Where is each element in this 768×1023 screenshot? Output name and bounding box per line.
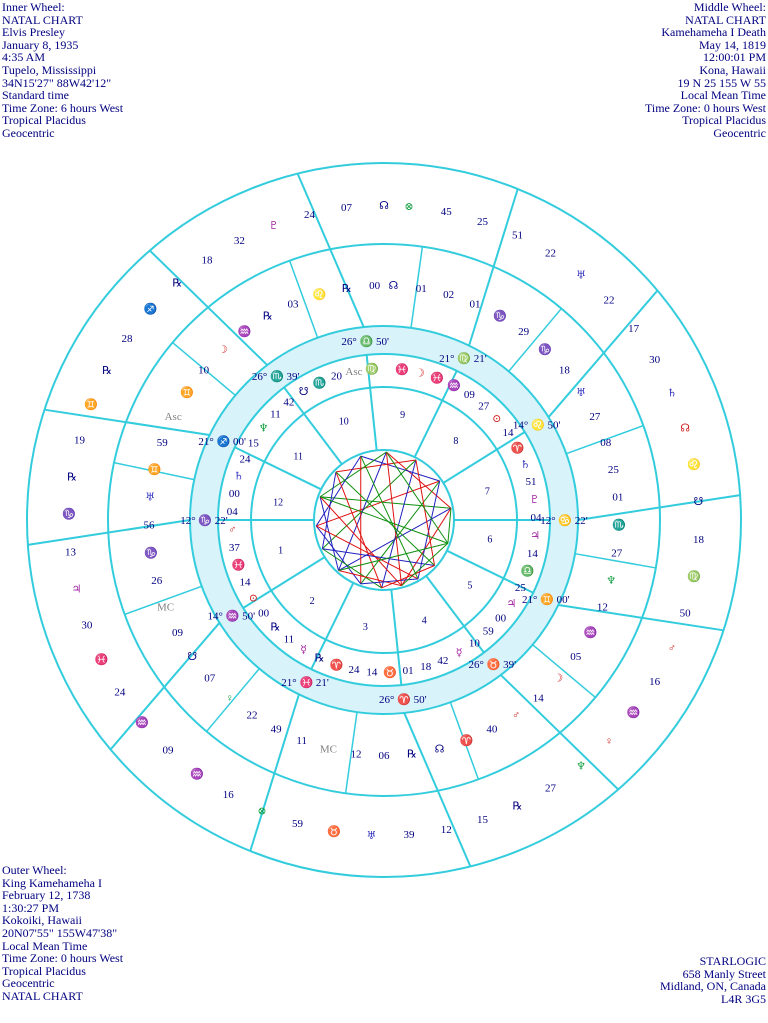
wheel-label: ♊: [84, 398, 99, 411]
house-number: 1: [278, 545, 284, 557]
wheel-label: MC: [319, 743, 338, 756]
middle-spoke: [533, 645, 596, 698]
wheel-label: 42: [283, 396, 295, 409]
wheel-label: ♂: [667, 642, 677, 655]
wheel-label: ⊙: [248, 592, 258, 605]
wheel-label: 12: [596, 601, 608, 614]
wheel-label: ℞: [102, 364, 113, 377]
wheel-label: 27: [589, 411, 601, 424]
wheel-label: ℞: [262, 310, 273, 323]
publisher-line: STARLOGIC: [699, 954, 766, 968]
house-number: 3: [362, 621, 368, 633]
wheel-label: ♏: [312, 377, 327, 390]
wheel-label: 18: [420, 661, 432, 674]
info-line: Kamehameha I Death: [661, 25, 766, 40]
cusp-label: 14° ♒ 50': [207, 610, 256, 623]
wheel-label: ☿: [455, 647, 463, 660]
wheel-label: 26: [151, 575, 163, 588]
info-line: Standard time: [2, 88, 69, 103]
wheel-label: ♅: [366, 829, 377, 842]
wheel-label: ♒: [237, 325, 252, 338]
wheel-label: ⊗: [257, 805, 267, 818]
wheel-label: 25: [514, 582, 526, 595]
cusp-label: 21° ♓ 21': [281, 676, 329, 689]
wheel-label: 00: [495, 612, 507, 625]
wheel-label: 14: [532, 692, 544, 705]
wheel-label: 24: [348, 664, 360, 677]
wheel-label: 20: [330, 370, 342, 383]
wheel-label: ☿: [300, 644, 308, 657]
wheel-label: 02: [443, 289, 455, 302]
info-line: NATAL CHART: [2, 12, 83, 27]
wheel-label: 06: [378, 750, 390, 762]
wheel-label: 16: [649, 676, 661, 689]
wheel-label: ♂: [511, 709, 521, 722]
wheel-label: ℞: [314, 652, 325, 665]
wheel-label: 24: [239, 453, 251, 466]
wheel-label: 17: [628, 322, 640, 335]
info-line: 34N15'27" 88W42'12": [2, 75, 112, 90]
info-line: Time Zone: 0 hours West: [644, 100, 766, 115]
wheel-label: ♉: [383, 666, 397, 679]
wheel-label: ♅: [145, 491, 156, 504]
cusp-label: 21° ♐ 00': [198, 436, 247, 449]
wheel-label: ♊: [147, 464, 162, 477]
wheel-label: 24: [304, 208, 316, 221]
house-number: 2: [309, 595, 315, 607]
wheel-label: 14: [502, 427, 514, 440]
publisher-line: 658 Manly Street: [682, 966, 766, 981]
wheel-label: 13: [65, 546, 77, 559]
wheel-label: ☽: [414, 367, 425, 380]
wheel-label: 03: [287, 298, 299, 311]
wheel-label: 59: [291, 817, 303, 830]
house-number: 4: [421, 615, 427, 627]
wheel-label: 40: [486, 723, 498, 736]
wheel-label: ♈: [329, 659, 344, 672]
wheel-label: ♒: [583, 627, 598, 640]
wheel-label: ♌: [687, 458, 701, 471]
wheel-label: 01: [612, 491, 624, 504]
wheel-label: ♀: [225, 692, 234, 705]
cusp-label: 26° ♎ 50': [341, 335, 389, 348]
cusp-label: 26° ♏ 39': [251, 371, 300, 384]
wheel-label: ℞: [270, 621, 281, 634]
wheel-label: ℞: [407, 748, 417, 761]
wheel-label: 00: [228, 487, 240, 500]
info-line: Local Mean Time: [680, 88, 766, 103]
cusp-label: 14° ♌ 50': [512, 419, 561, 432]
info-line: 4:35 AM: [2, 50, 46, 65]
middle-spoke: [509, 309, 562, 372]
wheel-label: 25: [607, 464, 619, 477]
wheel-label: ♅: [576, 386, 586, 399]
wheel-label: ♑: [144, 547, 159, 560]
wheel-label: ♓: [231, 559, 246, 572]
wheel-label: ☋: [693, 496, 704, 509]
wheel-label: ♒: [189, 768, 204, 781]
outer-house-line: [549, 291, 658, 418]
cusp-label: 26° ♉ 39': [468, 658, 517, 671]
wheel-label: 04: [530, 511, 542, 524]
house-number: 9: [400, 410, 406, 422]
wheel-label: ♒: [135, 716, 150, 729]
info-line: Kokoiki, Hawaii: [2, 913, 82, 928]
info-line: Inner Wheel:: [2, 0, 65, 14]
wheel-label: 09: [162, 744, 174, 757]
house-number: 6: [487, 534, 493, 546]
wheel-label: 11: [270, 408, 281, 421]
wheel-label: ♈: [510, 442, 525, 455]
wheel-label: ♍: [687, 571, 701, 584]
wheel-label: ♊: [180, 386, 194, 399]
wheel-label: ♌: [312, 289, 327, 302]
wheel-label: 42: [437, 655, 449, 668]
wheel-label: 18: [201, 254, 213, 267]
info-line: Tropical Placidus: [682, 113, 766, 128]
wheel-label: ♃: [530, 530, 541, 543]
info-line: King Kamehameha I: [2, 875, 102, 890]
wheel-label: 07: [204, 672, 216, 685]
wheel-label: ♄: [666, 387, 677, 400]
wheel-label: 22: [544, 247, 556, 260]
wheel-label: ♂: [228, 524, 237, 537]
wheel-label: ♄: [233, 470, 244, 483]
wheel-label: 27: [611, 547, 623, 560]
info-line: Time Zone: 6 hours West: [2, 100, 124, 115]
wheel-label: ☊: [388, 280, 399, 293]
wheel-label: 12: [350, 748, 362, 761]
wheel-label: ☽: [553, 672, 564, 685]
wheel-label: ♒: [446, 379, 461, 392]
wheel-label: 10: [198, 364, 210, 377]
wheel-label: ♎: [520, 565, 535, 578]
info-line: Local Mean Time: [2, 938, 88, 953]
wheel-label: 11: [296, 735, 307, 748]
wheel-label: 25: [477, 215, 489, 228]
wheel-label: 49: [270, 723, 282, 736]
wheel-label: 22: [246, 709, 258, 722]
wheel-label: ℞: [172, 277, 183, 290]
wheel-label: ⊙: [492, 412, 502, 425]
wheel-label: Asc: [164, 411, 182, 424]
wheel-label: 10: [468, 637, 480, 650]
wheel-label: ♓: [94, 654, 109, 667]
wheel-label: ☽: [217, 343, 228, 356]
info-line: 20N07'55" 155W47'38": [2, 925, 118, 940]
wheel-label: 09: [171, 627, 183, 640]
wheel-label: 11: [283, 633, 295, 646]
info-line: May 14, 1819: [699, 37, 766, 52]
wheel-label: 22: [603, 294, 615, 307]
wheel-label: 32: [233, 235, 245, 248]
wheel-label: ♑: [493, 310, 508, 323]
wheel-label: ♓: [395, 364, 409, 377]
wheel-label: ☊: [379, 200, 389, 212]
publisher-line: L4R 3G5: [721, 991, 766, 1006]
wheel-label: ♏: [612, 519, 626, 532]
wheel-label: 01: [415, 282, 427, 295]
info-line: NATAL CHART: [685, 12, 766, 27]
wheel-label: ♀: [604, 735, 614, 748]
wheel-label: 14: [526, 547, 538, 560]
wheel-label: 29: [518, 325, 530, 338]
info-line: Geocentric: [713, 125, 766, 140]
outer-house-line: [111, 623, 220, 750]
wheel-label: 14: [239, 576, 251, 589]
wheel-label: ♇: [268, 219, 279, 232]
wheel-label: 27: [544, 782, 556, 795]
wheel-label: 59: [482, 625, 494, 638]
wheel-label: 00: [369, 280, 381, 293]
info-line: Geocentric: [2, 125, 55, 140]
cusp-label: 12° ♋ 22': [540, 515, 588, 527]
wheel-label: ♓: [430, 372, 445, 385]
wheel-label: ♃: [71, 583, 82, 596]
publisher-line: Midland, ON, Canada: [660, 979, 766, 994]
info-line: Kona, Hawaii: [699, 62, 766, 77]
wheel-label: 05: [570, 650, 582, 663]
wheel-label: 01: [402, 665, 414, 678]
wheel-label: ♇: [529, 493, 540, 506]
info-line: 12:00:01 PM: [702, 50, 766, 65]
wheel-label: ♅: [576, 269, 587, 282]
wheel-label: ♑: [62, 508, 76, 521]
outer-house-line: [298, 174, 364, 327]
outer-house-line: [44, 410, 209, 435]
wheel-label: 30: [649, 353, 661, 366]
cusp-label: 12° ♑ 22': [180, 515, 228, 527]
info-line: Middle Wheel:: [693, 0, 766, 14]
house-number: 10: [338, 416, 349, 428]
wheel-label: ♆: [258, 422, 269, 435]
wheel-label: ℞: [512, 800, 523, 813]
wheel-label: 14: [366, 666, 378, 679]
info-line: NATAL CHART: [2, 988, 83, 1003]
wheel-label: 01: [469, 298, 481, 311]
house-number: 12: [273, 497, 284, 509]
wheel-label: 51: [525, 476, 537, 489]
wheel-label: 51: [511, 229, 523, 242]
wheel-label: 27: [478, 400, 490, 413]
wheel-label: ♄: [520, 458, 531, 471]
house-number: 7: [484, 486, 490, 498]
wheel-label: 16: [222, 788, 234, 801]
info-line: Tropical Placidus: [2, 963, 86, 978]
wheel-label: ♃: [506, 597, 517, 610]
cusp-label: 21° ♍ 21': [439, 353, 487, 366]
wheel-label: ☊: [434, 743, 445, 756]
wheel-label: 37: [228, 542, 240, 555]
wheel-label: ☋: [298, 385, 309, 398]
house-number: 5: [467, 580, 473, 592]
house-number: 8: [453, 436, 459, 448]
wheel-label: 59: [156, 437, 168, 450]
wheel-label: 39: [403, 829, 415, 842]
wheel-label: 24: [114, 686, 126, 699]
wheel-label: Asc: [345, 365, 363, 378]
wheel-label: 18: [692, 533, 704, 546]
wheel-label: ℞: [67, 471, 77, 484]
info-line: February 12, 1738: [2, 888, 91, 903]
wheel-label: 50: [679, 607, 691, 620]
wheel-label: ♆: [606, 575, 617, 588]
wheel-label: 15: [247, 437, 259, 450]
wheel-label: ♑: [538, 343, 552, 356]
wheel-label: ☋: [187, 650, 198, 663]
house-number: 11: [293, 451, 303, 463]
wheel-label: MC: [157, 601, 175, 614]
wheel-label: 45: [440, 206, 452, 219]
wheel-label: 00: [258, 607, 270, 620]
info-line: Geocentric: [2, 976, 55, 991]
info-line: Elvis Presley: [2, 25, 65, 40]
wheel-label: 19: [73, 434, 85, 447]
info-line: Outer Wheel:: [2, 863, 67, 877]
wheel-label: 56: [143, 519, 155, 532]
wheel-label: 09: [463, 389, 475, 402]
wheel-label: 07: [341, 202, 353, 215]
wheel-label: ♐: [143, 303, 158, 316]
wheel-label: 28: [121, 332, 133, 345]
info-line: 19 N 25 155 W 55: [677, 75, 766, 90]
wheel-label: ♉: [327, 826, 341, 839]
wheel-label: ☊: [680, 422, 690, 435]
wheel-label: 30: [81, 619, 93, 632]
wheel-label: ♒: [626, 707, 641, 720]
info-line: Tropical Placidus: [2, 113, 86, 128]
wheel-label: 15: [477, 814, 489, 827]
wheel-label: 12: [440, 823, 452, 836]
info-line: 1:30:27 PM: [2, 900, 60, 915]
wheel-label: 08: [600, 437, 612, 450]
info-line: January 8, 1935: [2, 37, 79, 52]
info-line: Tupelo, Mississippi: [2, 62, 97, 77]
info-line: Time Zone: 0 hours West: [2, 951, 124, 966]
wheel-label: 04: [226, 505, 238, 518]
wheel-label: ♍: [365, 363, 379, 376]
wheel-label: ♈: [459, 735, 474, 748]
cusp-label: 26° ♈ 50': [379, 694, 427, 707]
wheel-label: ⊗: [404, 200, 414, 213]
wheel-label: 18: [558, 364, 570, 377]
wheel-label: ℞: [341, 282, 352, 295]
cusp-label: 21° ♊ 00': [521, 593, 570, 606]
wheel-label: ♆: [576, 760, 587, 773]
